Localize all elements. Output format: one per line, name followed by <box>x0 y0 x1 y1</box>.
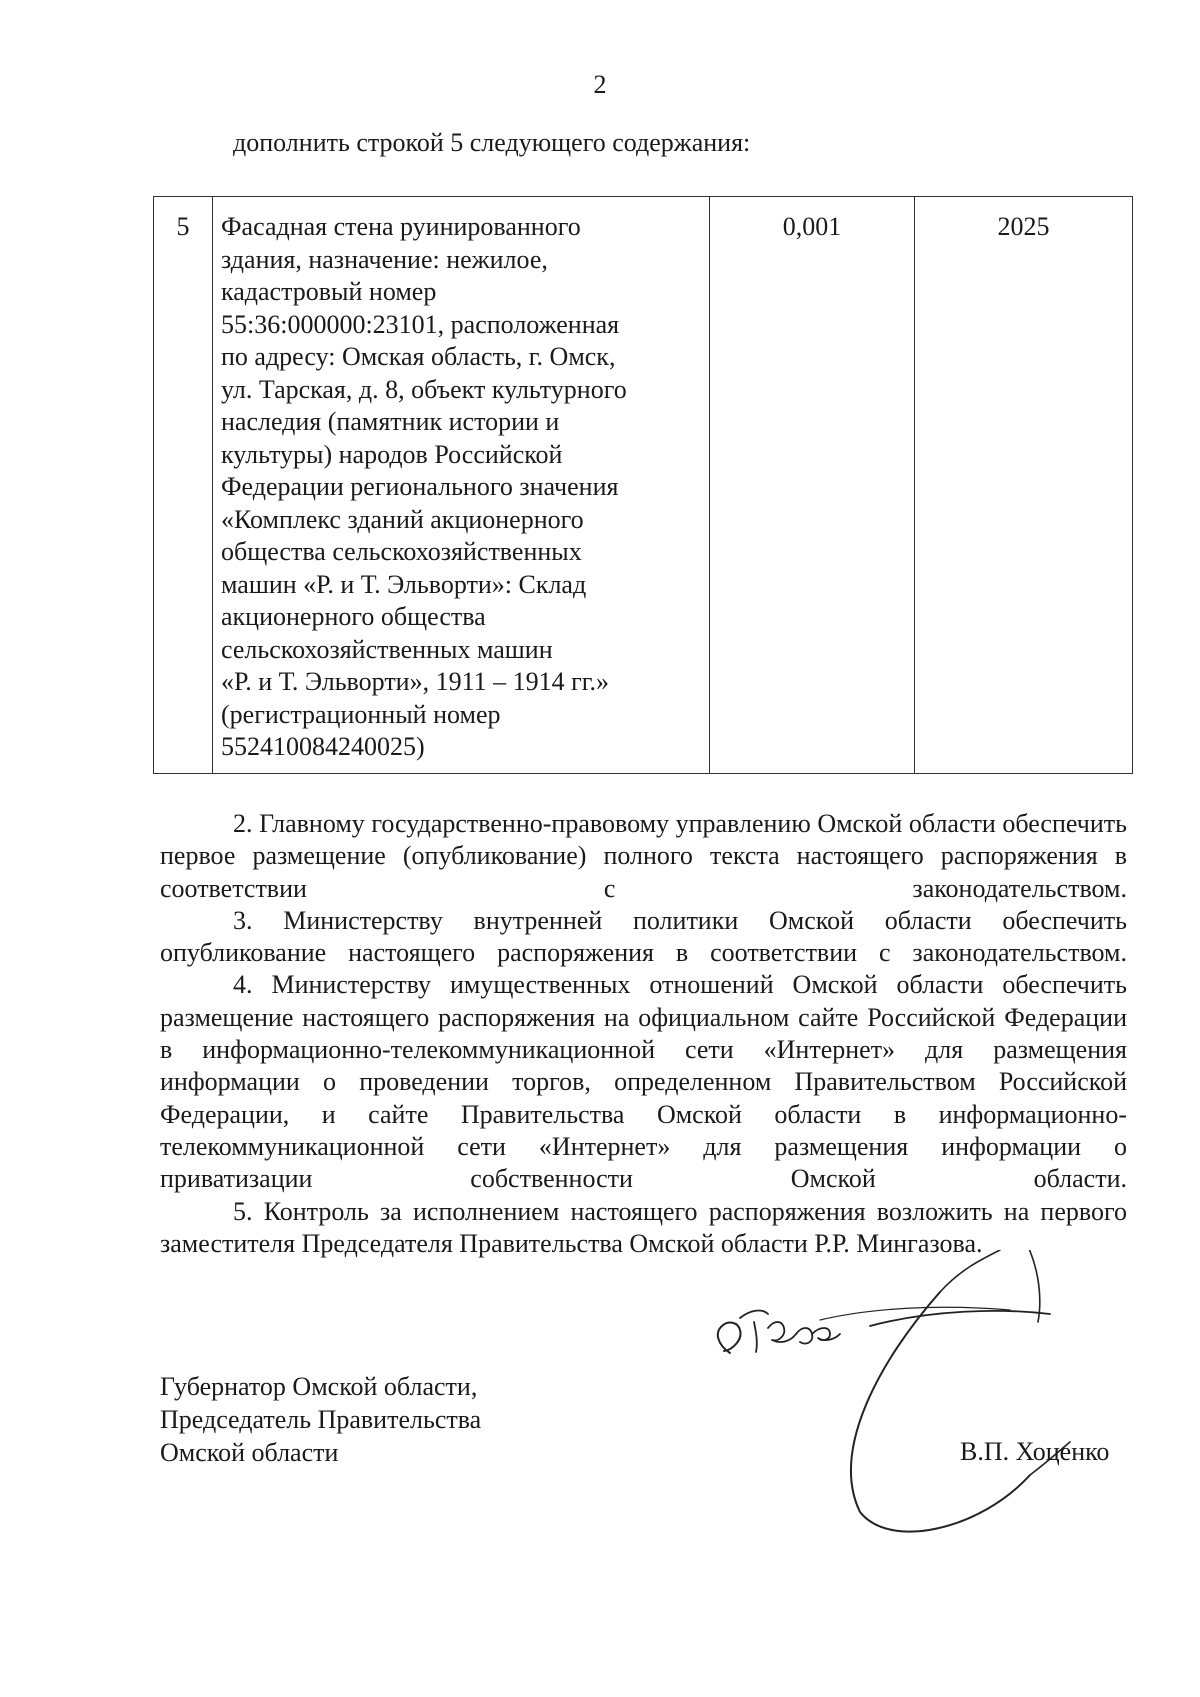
signatory-title-line: Омской области <box>160 1438 339 1467</box>
signatory-name: В.П. Хоценко <box>960 1437 1110 1466</box>
paragraph-3: 3. Министерству внутренней политики Омской области обеспечить опубликование настоящего распоряжения в соответствии с законодательством. <box>160 905 1127 968</box>
paragraph-2: 2. Главному государственно-правовому управлению Омской области обеспечить первое размещение (опубликование) полного текста настоящего распоряжения в соответствии с законодательством. <box>160 809 1127 903</box>
description-line: акционерного общества <box>221 602 486 631</box>
object-description-cell <box>213 197 710 774</box>
description-line: Федерации регионального значения <box>221 472 619 501</box>
description-line: наследия (памятник истории и <box>221 407 560 436</box>
description-line: Фасадная стена руинированного <box>221 212 581 241</box>
description-line: сельскохозяйственных машин <box>221 634 553 664</box>
handwritten-signature <box>710 1250 1150 1560</box>
description-line: «Р. и Т. Эльворти», 1911 – 1914 гг.» <box>221 667 610 696</box>
description-line: (регистрационный номер <box>221 699 501 729</box>
paragraph-5: 5. Контроль за исполнением настоящего распоряжения возложить на первого заместителя Председателя Правительства Омской области Р.Р. Мингазова. <box>160 1196 1127 1258</box>
page-number: 2 <box>593 70 607 99</box>
description-line: 55:36:000000:23101, расположенная <box>221 309 620 339</box>
area-cell: 0,001 <box>710 197 915 774</box>
description-line: кадастровый номер <box>221 277 437 306</box>
signatory-title-line: Председатель Правительства <box>160 1405 482 1434</box>
table-row <box>154 197 1133 774</box>
description-line: 552410084240025) <box>221 732 425 761</box>
objects-table <box>153 196 1133 774</box>
description-line: по адресу: Омская область, г. Омск, <box>221 342 616 371</box>
signatory-title <box>160 1370 481 1469</box>
description-line: «Комплекс зданий акционерного <box>221 504 584 534</box>
row-number-cell: 5 <box>154 197 213 774</box>
intro-text: дополнить строкой 5 следующего содержания: <box>233 128 751 157</box>
paragraph-4: 4. Министерству имущественных отношений Омской области обеспечить размещение настоящего распоряжения на официальном сайте Российской Федерации в информационно-телекоммуникационной сети «Интернет» для размещения информации о проведении торгов, определенном Правительством Российской Федерации, и сайте Правительства Омской области в информационно-телекоммуникационной сети «Интернет» для размещения информации о приватизации собственности Омской области. <box>160 970 1127 1194</box>
description-line: культуры) народов Российской <box>221 439 563 469</box>
decree-paragraphs <box>160 808 1127 1260</box>
year-cell: 2025 <box>915 197 1133 774</box>
description-line: здания, назначение: нежилое, <box>221 244 548 274</box>
signatory-title-line: Губернатор Омской области, <box>160 1372 478 1401</box>
description-line: ул. Тарская, д. 8, объект культурного <box>221 374 627 404</box>
description-line: машин «Р. и Т. Эльворти»: Склад <box>221 569 587 599</box>
description-line: общества сельскохозяйственных <box>221 537 582 566</box>
